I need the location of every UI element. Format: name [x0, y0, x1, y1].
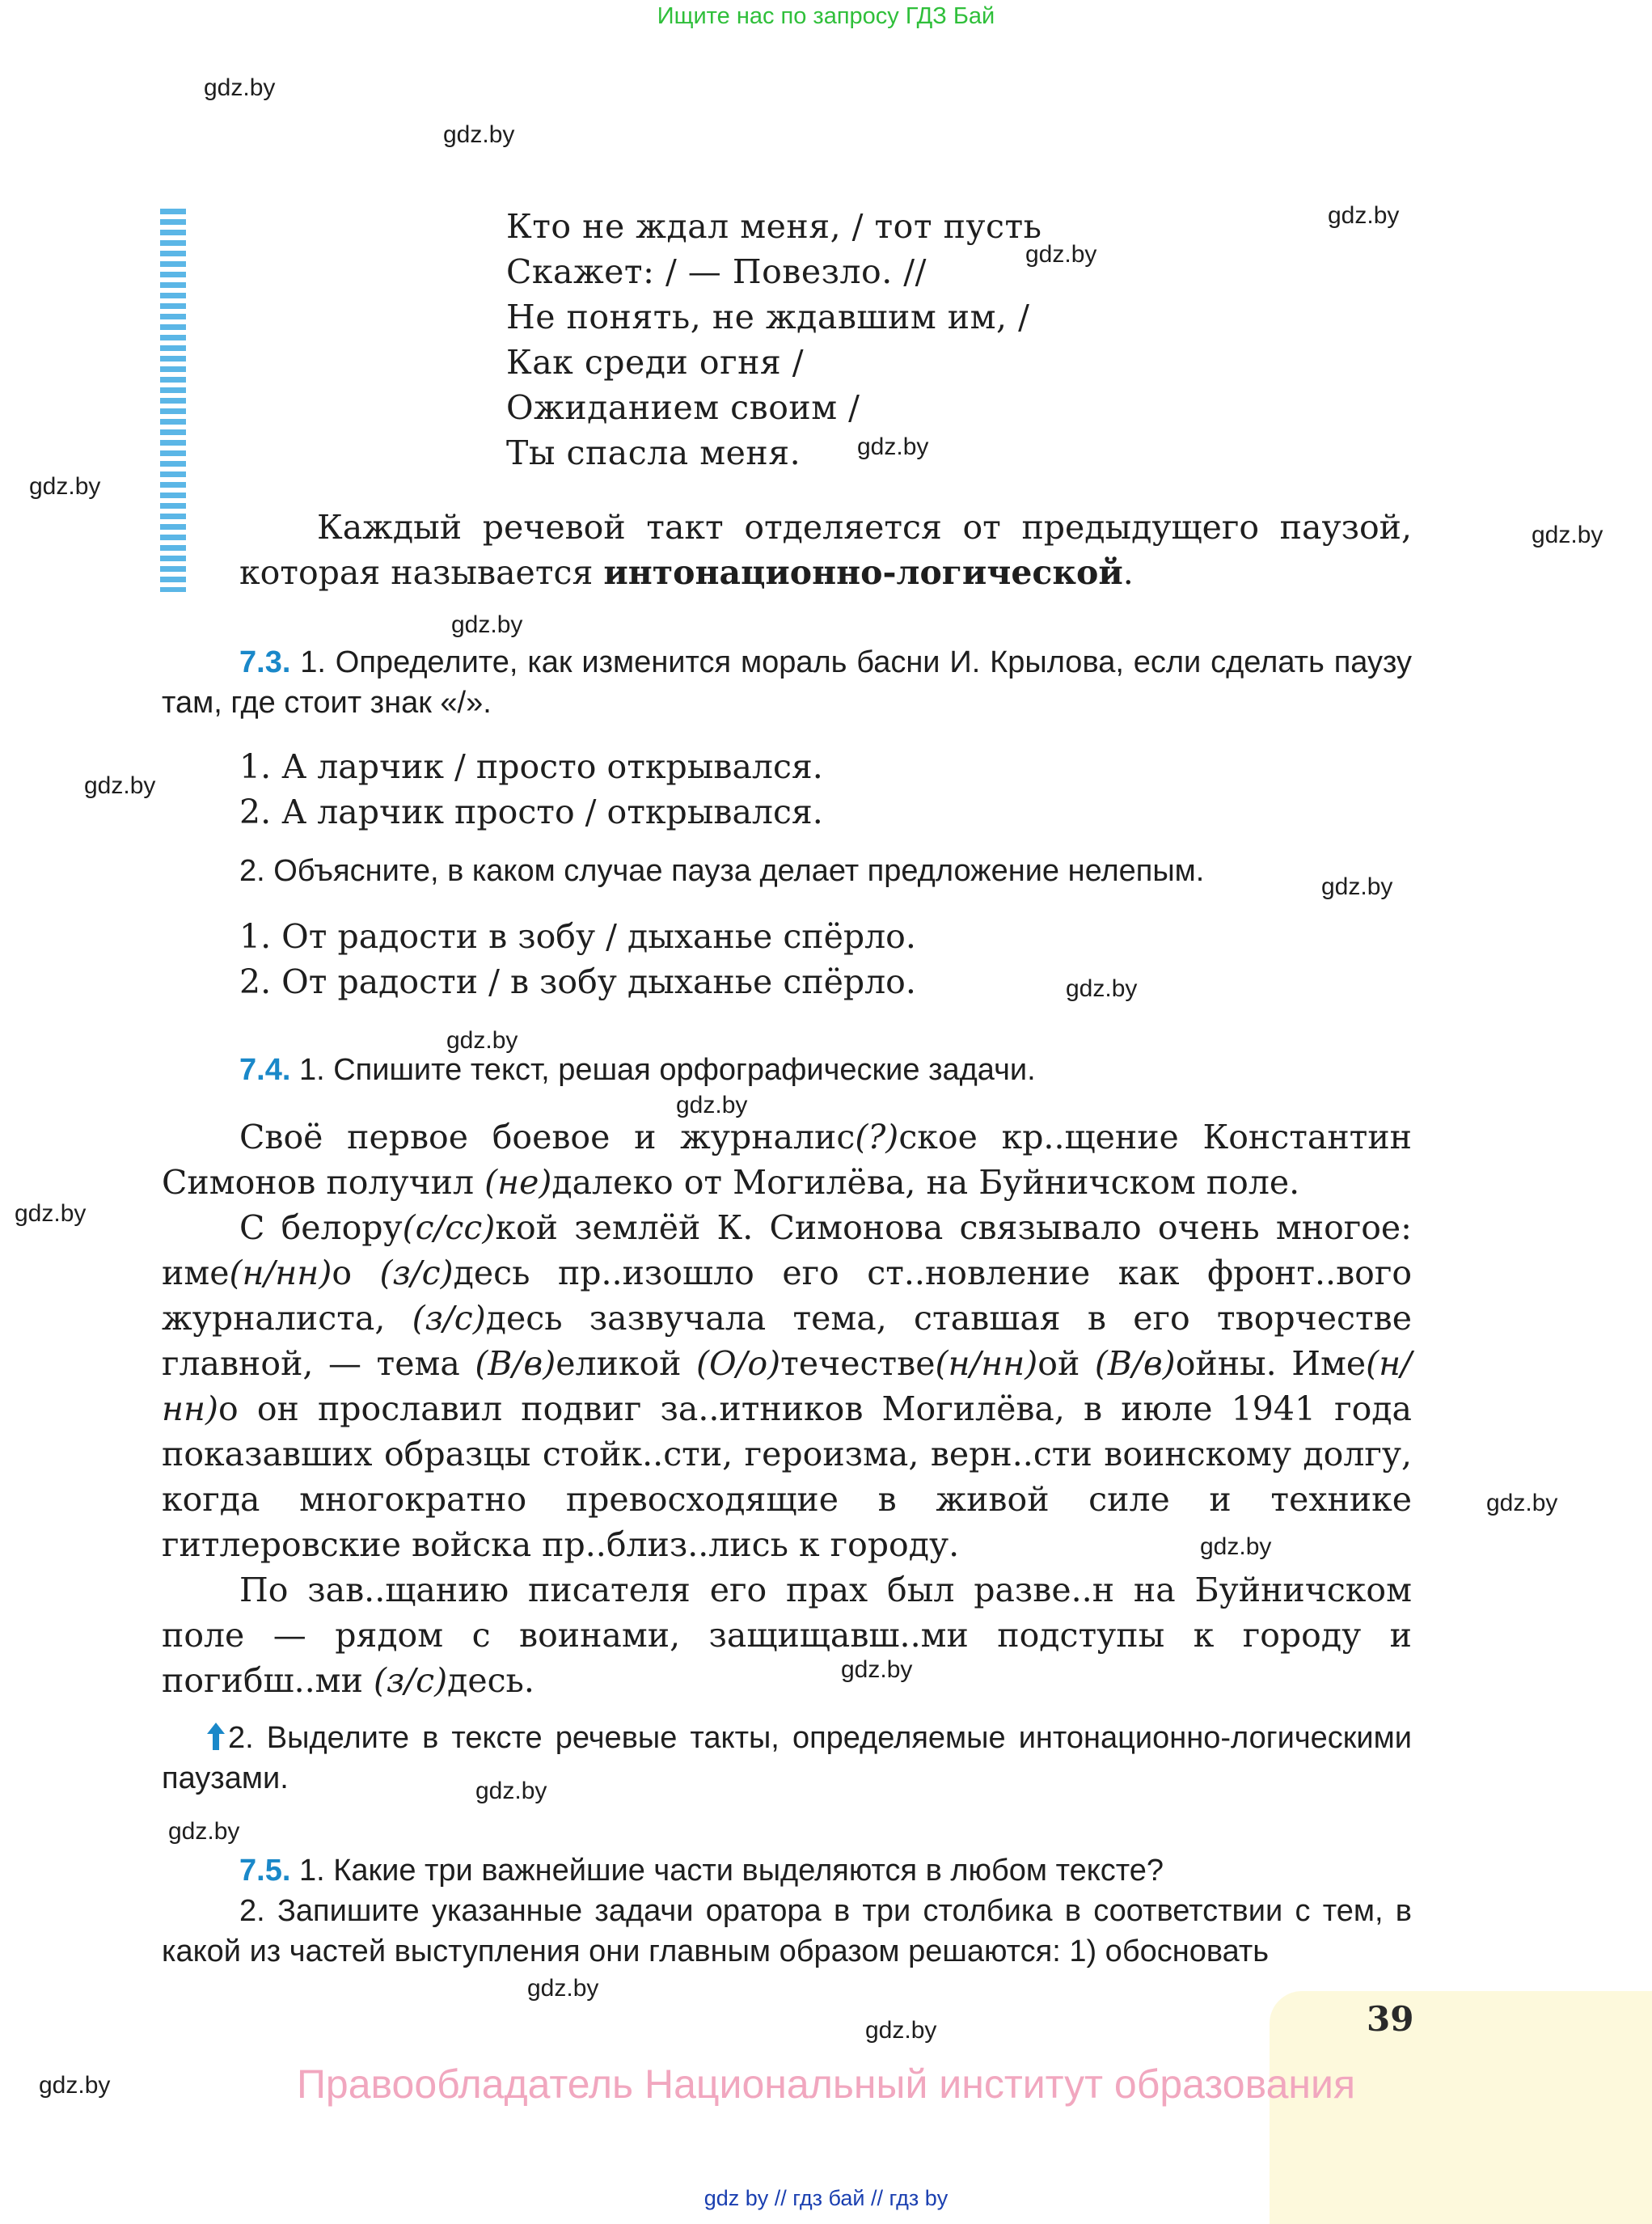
text-run: о он прославил подвиг за..итников Могилёва, в июле 1941 года показавших образцы стойк..сти, героизма, верн..сти воинскому долгу, когда многократно превосходящие в живой силе и технике гитлеровские войска пр..близ..лись к городу. [162, 1389, 1412, 1564]
text-run: ское кр..щение Константин Симонов получил [162, 1118, 1413, 1202]
watermark: gdz.by [1200, 1533, 1272, 1560]
task-text: 1. Спишите текст, решая орфографические задачи. [298, 1053, 1036, 1087]
task-text: 2. Выделите в тексте речевые такты, определяемые интонационно-логическими паузами. [162, 1721, 1412, 1795]
watermark: gdz.by [1066, 975, 1138, 1002]
watermark: gdz.by [857, 433, 929, 460]
bottom-links[interactable]: gdz by // гдз бай // гдз by [703, 2186, 949, 2210]
watermark: gdz.by [1025, 241, 1097, 268]
copyright-notice: Правообладатель Национальный институт образования [296, 2061, 1356, 2107]
poem-line: Как среди огня / [506, 343, 805, 382]
spelling-gap: (В/в) [1094, 1344, 1176, 1383]
watermark: gdz.by [865, 2017, 937, 2044]
spelling-gap: (с/сс) [402, 1208, 496, 1247]
watermark: gdz.by [168, 1818, 240, 1845]
rule-paragraph [239, 505, 1412, 595]
spelling-gap: (О/о) [696, 1344, 781, 1383]
top-banner: Ищите нас по запросу ГДЗ Бай [657, 3, 995, 29]
task-7-4-part2 [162, 1718, 1412, 1799]
spelling-gap: (н/нн) [162, 1344, 1412, 1428]
text-run: о [332, 1254, 380, 1292]
watermark: gdz.by [676, 1092, 748, 1118]
poem-line: Не понять, не ждавшим им, / [506, 298, 1030, 336]
poem-line: Ожиданием своим / [506, 388, 860, 427]
watermark: gdz.by [1328, 202, 1400, 229]
text-run: еликой [556, 1344, 697, 1383]
task-number: 7.5. [239, 1854, 291, 1888]
text-run: кой землёй К. Симонова связывало очень многое: име [162, 1208, 1412, 1292]
rule-text: Каждый речевой такт отделяется от предыдущего паузой, которая называется [239, 508, 1412, 592]
watermark: gdz.by [39, 2072, 111, 2099]
spelling-gap: (не) [484, 1163, 552, 1202]
spelling-gap: (н/нн) [229, 1254, 332, 1292]
task-text: 1. Какие три важнейшие части выделяются в любом тексте? [298, 1854, 1164, 1888]
example-line: 2. От радости / в зобу дыханье спёрло. [239, 962, 916, 1001]
page-number: 39 [1367, 1999, 1414, 2039]
text-run: десь зазвучала тема, ставшая в его творчестве главной, — тема [162, 1299, 1412, 1383]
watermark: gdz.by [451, 611, 523, 638]
text-run: далеко от Могилёва, на Буйничском поле. [551, 1163, 1300, 1202]
watermark: gdz.by [443, 121, 515, 148]
watermark: gdz.by [1486, 1490, 1558, 1516]
text-run: По зав..щанию писателя его прах был разве..н на Буйничском поле — рядом с воинами, защищавш..ми подступы к городу и погибш..ми [162, 1571, 1412, 1700]
rule-stripe [160, 209, 186, 592]
watermark: gdz.by [1321, 873, 1393, 900]
spelling-gap: (з/с) [412, 1299, 486, 1338]
text-run: ой [1037, 1344, 1095, 1383]
task-7-4-paragraph-3 [162, 1567, 1412, 1703]
example-line: 1. От радости в зобу / дыханье спёрло. [239, 917, 916, 956]
task-7-3-part1 [162, 642, 1412, 723]
text-run: течестве [780, 1344, 936, 1383]
text-run: десь. [447, 1661, 534, 1700]
task-number: 7.4. [239, 1053, 291, 1087]
spelling-gap: (?) [855, 1118, 899, 1156]
poem-line: Скажет: / — Повезло. // [506, 252, 927, 291]
task-7-4-paragraph-2 [162, 1205, 1412, 1567]
task-7-5-part1 [239, 1850, 1164, 1891]
task-7-3-part2: 2. Объясните, в каком случае пауза делает предложение нелепым. [239, 854, 1205, 888]
rule-term: интонационно-логической [603, 553, 1123, 592]
text-run: ойны. Име [1175, 1344, 1367, 1383]
watermark: gdz.by [15, 1200, 87, 1227]
task-number: 7.3. [239, 645, 291, 679]
watermark: gdz.by [84, 772, 156, 799]
watermark: gdz.by [29, 473, 101, 500]
watermark: gdz.by [841, 1656, 913, 1683]
watermark: gdz.by [204, 74, 276, 101]
spelling-gap: (з/с) [373, 1661, 448, 1700]
spelling-gap: (з/с) [379, 1254, 454, 1292]
watermark: gdz.by [527, 1975, 599, 2002]
arrow-up-icon [207, 1723, 225, 1750]
example-line: 2. А ларчик просто / открывался. [239, 793, 823, 831]
task-7-3-examples1 [239, 744, 823, 835]
task-7-4-paragraph-1 [162, 1114, 1412, 1205]
poem-line: Кто не ждал меня, / тот пусть [506, 207, 1042, 246]
spelling-gap: (В/в) [475, 1344, 556, 1383]
text-run: Своё первое боевое и журналис [239, 1118, 856, 1156]
task-7-5-part2: 2. Запишите указанные задачи оратора в три столбика в соответствии с тем, в какой из частей выступления они главным образом решаются: 1) обосновать [162, 1894, 1412, 1968]
text-run: десь пр..изошло его ст..новление как фронт..вого журналиста, [162, 1254, 1413, 1338]
spelling-gap: (н/нн) [935, 1344, 1038, 1383]
poem-line: Ты спасла меня. [506, 433, 801, 472]
watermark: gdz.by [1532, 522, 1603, 548]
poem [506, 204, 1042, 476]
task-7-3-examples2 [239, 914, 916, 1004]
example-line: 1. А ларчик / просто открывался. [239, 747, 823, 786]
text-run: С белору [239, 1208, 403, 1247]
watermark: gdz.by [475, 1778, 547, 1804]
rule-end: . [1122, 553, 1134, 592]
task-7-4-part1 [239, 1050, 1036, 1090]
watermark: gdz.by [446, 1027, 518, 1054]
task-text: 1. Определите, как изменится мораль басни И. Крылова, если сделать паузу там, где стоит знак «/». [162, 645, 1412, 720]
